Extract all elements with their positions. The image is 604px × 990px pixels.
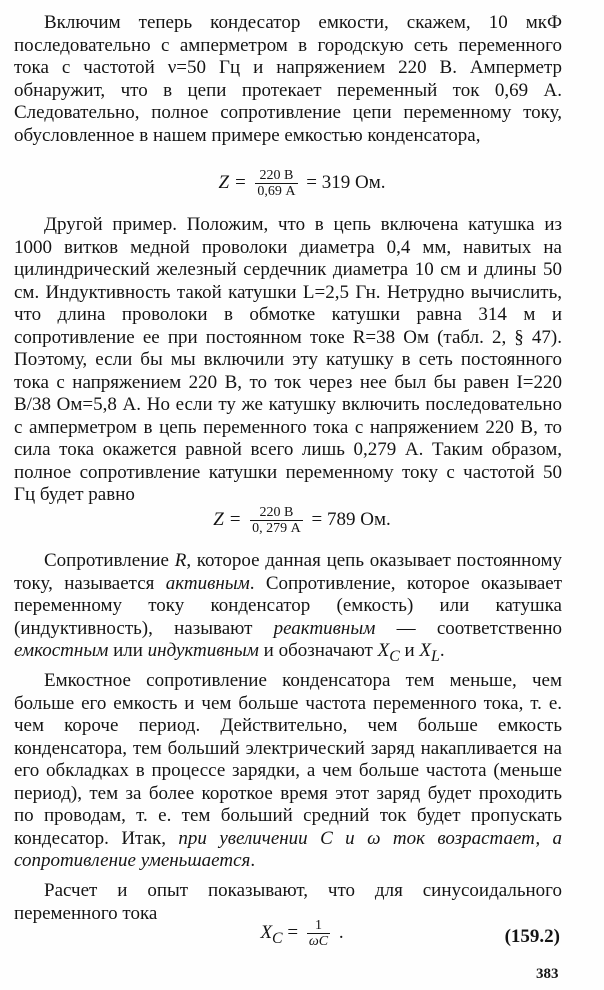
denominator: ωC: [308, 934, 329, 949]
formula-lhs: $X_C$: [260, 921, 283, 947]
formula-capacitor-impedance: [0, 168, 604, 199]
term-inductive: индуктивным: [147, 640, 259, 661]
numerator: 1: [314, 918, 322, 933]
paragraph-resistance-types: Сопротивление R, которое данная цепь оказывает постоянному току, называется активным. Сопротивление, которое оказывает переменному току конденсатор (емкость) или катушка (индуктивность), называют реактивным — соответственно емкостным или индуктивным и обозначают $X_C$ и $X_L$.: [14, 550, 562, 665]
fraction: [250, 505, 303, 536]
symbol-xl: $X_L$: [419, 640, 440, 665]
denominator: 0, 279 А: [252, 521, 301, 536]
paragraph-capacitive-reactance: Емкостное сопротивление конденсатора тем меньше, чем больше его емкость и чем больше частота переменного тока, т. е. чем короче период. Действительно, чем больше емкость конденсатора, тем больший электрический заряд накапливается на его обкладках в процессе зарядки, а чем больше частота (меньше период), тем за более короткое время этот заряд будет проходить по проводам, т. е. тем больший средний ток будет пропускать кондесатор. Итак, при увеличении С и ω ток возрастает, а сопротивление уменьшается.: [14, 670, 563, 871]
numerator: 220 В: [259, 168, 294, 183]
term-capacitive: емкостным: [14, 640, 109, 661]
formula-lhs: Z =: [218, 171, 247, 193]
symbol-xc: $X_C$: [377, 640, 400, 665]
paragraph-coil-example: Другой пример. Положим, что в цепь включена катушка из 1000 витков медной проволоки диаметра 0,4 мм, навитых на цилиндрический железный сердечник диаметра 10 см и длины 50 см. Индуктивность такой катушки L=2,5 Гн. Нетрудно вычислить, что длина проволоки в обмотке катушки равна 314 м и сопротивление ее при постоянном токе R=38 Ом (табл. 2, § 47). Поэтому, если бы мы включили эту катушку в сеть постоянного тока с напряжением 220 В, то ток через нее был бы равен I=220 В/38 Ом=5,8 А. Но если ту же катушку включить последовательно с амперметром в цепь переменного тока с напряжением 220 В, то сила тока окажется равной всего лишь 0,279 А. Таким образом, полное сопротивление катушки переменному току с частотой 50 Гц будет равно: [14, 214, 562, 505]
formula-lhs: Z =: [213, 508, 242, 530]
formula-159-2: $X_C$ = $\frac{1}{\omega C}$ .: [260, 918, 344, 949]
paragraph-sinusoidal-intro: Расчет и опыт показывают, что для синусоидального переменного тока: [14, 880, 562, 924]
formula-result: = 789 Ом.: [311, 508, 391, 530]
formula-coil-impedance: [0, 505, 604, 536]
numerator: 220 В: [259, 505, 294, 520]
equation-number: (159.2): [504, 926, 560, 947]
page-number: 383: [536, 966, 559, 982]
formula-result: = 319 Ом.: [306, 171, 386, 193]
emphasis-conclusion: при увеличении С и ω ток возрастает, а сопротивление уменьшается: [14, 827, 563, 871]
term-active: активным: [165, 572, 250, 594]
denominator: 0,69 А: [257, 184, 296, 199]
paragraph-capacitor-example: Включим теперь кондесатор емкости, скажем, 10 мкФ последовательно с амперметром в городскую сеть переменного тока с частотой ν=50 Гц и напряжением 220 В. Амперметр обнаружит, что в цепи протекает переменный ток 0,69 А. Следовательно, полное сопротивление цепи переменному току, обусловленное в нашем примере емкостью конденсатора,: [14, 12, 562, 146]
fraction: [255, 168, 297, 199]
term-reactive: реактивным: [273, 617, 376, 639]
fraction: [307, 918, 330, 949]
